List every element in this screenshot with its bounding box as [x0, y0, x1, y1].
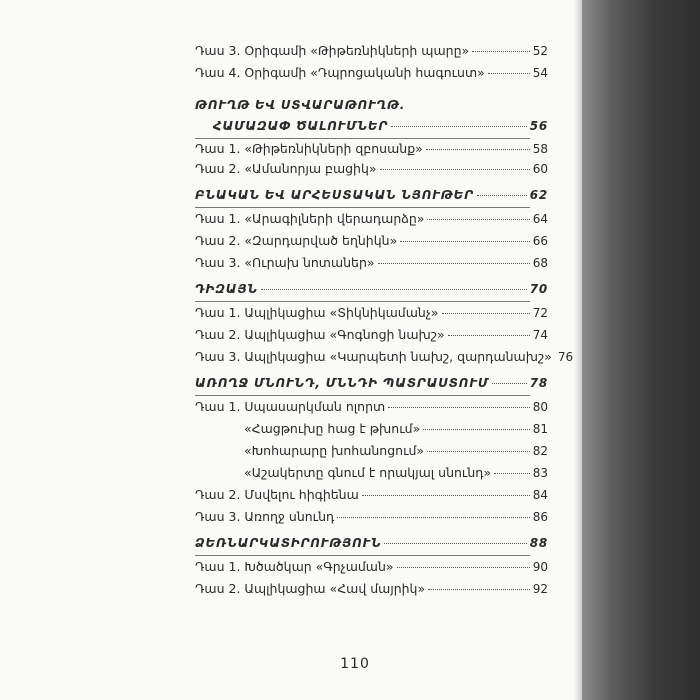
toc-entry-label: Դաս 3. Առողջ սնունդ [195, 509, 335, 524]
toc-entry [195, 232, 548, 250]
toc-entry [195, 304, 548, 322]
dot-leader [494, 473, 530, 474]
toc-section-label: ԱՌՈՂՋ ՄՆՈՒՆԴ, ՄՆՆԴԻ ՊԱՏՐԱՍՏՈՒՄ [195, 376, 490, 390]
toc-section-heading [195, 280, 548, 298]
dot-leader [384, 543, 526, 544]
dot-leader [378, 263, 530, 264]
toc-entry [195, 580, 548, 598]
dot-leader [337, 517, 529, 518]
toc-page-number: 86 [532, 510, 548, 524]
toc-entry-label: Դաս 2. «Զարդարված եղնիկն» [195, 233, 398, 248]
toc-section-heading [195, 534, 548, 552]
toc-entry [195, 508, 548, 526]
dot-leader [492, 383, 527, 384]
dot-leader [472, 51, 530, 52]
toc-page-number: 52 [532, 44, 548, 58]
toc-page-number: 62 [529, 188, 548, 202]
toc-section-label: ԴԻԶԱՅՆ [195, 282, 258, 296]
section-rule [195, 301, 530, 302]
dot-leader [362, 495, 530, 496]
dot-leader [397, 567, 530, 568]
toc-page-number: 70 [529, 282, 548, 296]
section-rule [195, 207, 530, 208]
toc-page-number: 72 [532, 306, 548, 320]
toc-entry-label: Դաս 1. Խծածկար «Գրչաման» [195, 559, 394, 574]
toc-page-number: 88 [529, 536, 548, 550]
book-spine-shadow [582, 0, 700, 700]
toc-page-number: 54 [532, 66, 548, 80]
toc-page-number: 78 [529, 376, 548, 390]
toc-section-heading [213, 117, 548, 135]
toc-entry [244, 420, 548, 438]
toc-entry-label: «Խոհարարը խոհանոցում» [244, 443, 425, 458]
toc-section-label: ԲՆԱԿԱՆ ԵՎ ԱՐՀԵՍՏԱԿԱՆ ՆՅՈՒԹԵՐ [195, 188, 474, 202]
toc-entry [195, 398, 548, 416]
toc-page-number: 84 [532, 488, 548, 502]
toc-page-number: 60 [532, 162, 548, 176]
toc-entry-label: Դաս 2. «Ամանորյա բացիկ» [195, 161, 377, 176]
toc-entry-label: Դաս 1. Սպասարկման ոլորտ [195, 399, 386, 414]
toc-section-heading [195, 96, 548, 114]
toc-entry-label: Դաս 1. «Արագիլների վերադարձը» [195, 211, 425, 226]
toc-entry-label: Դաս 3. Օրիգամի «Թիթեռնիկների պարը» [195, 43, 470, 58]
toc-entry [195, 254, 548, 272]
toc-entry [195, 160, 548, 178]
toc-entry-label: Դաս 1. Ապլիկացիա «Տիկնիկամանչ» [195, 305, 439, 320]
dot-leader [427, 451, 530, 452]
toc-page-number: 81 [532, 422, 548, 436]
page-number: 110 [340, 656, 370, 672]
toc-entry [195, 64, 548, 82]
toc-page-number: 83 [532, 466, 548, 480]
dot-leader [442, 313, 530, 314]
toc-entry [195, 140, 548, 158]
toc-entry [195, 486, 548, 504]
dot-leader [488, 73, 530, 74]
toc-page-number: 56 [529, 119, 548, 133]
toc-page-number: 74 [532, 328, 548, 342]
dot-leader [477, 195, 527, 196]
toc-page-number: 66 [532, 234, 548, 248]
toc-page-number: 58 [532, 142, 548, 156]
toc-entry [244, 464, 548, 482]
toc-entry [195, 210, 548, 228]
toc-page-number: 80 [532, 400, 548, 414]
dot-leader [388, 407, 530, 408]
dot-leader [380, 169, 530, 170]
section-rule [195, 555, 530, 556]
dot-leader [448, 335, 530, 336]
toc-page-number: 68 [532, 256, 548, 270]
toc-entry-label: «Աշակերտը գնում է որակյալ սնունդ» [244, 465, 492, 480]
dot-leader [427, 219, 529, 220]
toc-entry-label: «Հացթուխը հաց է թխում» [244, 421, 421, 436]
dot-leader [400, 241, 530, 242]
dot-leader [391, 126, 527, 127]
toc-section-label: ՁԵՌՆԱՐԿԱՏԻՐՈՒԹՅՈՒՆ [195, 536, 382, 550]
toc-entry-label: Դաս 3. Ապլիկացիա «Կարպետի նախշ, զարդանախշ» [195, 349, 552, 364]
toc-section-heading [195, 186, 548, 204]
toc-section-label: ՀԱՄԱԶԱՓ ԾԱԼՈՒՄՆԵՐ [213, 119, 389, 133]
toc-page-number: 92 [532, 582, 548, 596]
dot-leader [428, 589, 530, 590]
toc-entry-label: Դաս 2. Մսվելու hիգիենա [195, 487, 359, 502]
toc-page-number: 76 [557, 350, 574, 364]
toc-section-heading [195, 374, 548, 392]
toc-section-label: ԹՈՒՂԹ ԵՎ ՍՏՎԱՐԱԹՈՒՂԹ. [195, 98, 406, 112]
toc-entry-label: Դաս 2. Ապլիկացիա «Հավ մայրիկ» [195, 581, 426, 596]
toc-entry-label: Դաս 3. «Ուրախ նոտաներ» [195, 255, 375, 270]
toc-page-number: 90 [532, 560, 548, 574]
toc-entry [195, 326, 548, 344]
dot-leader [426, 149, 530, 150]
toc-entry-label: Դաս 2. Ապլիկացիա «Գոգնոցի նախշ» [195, 327, 445, 342]
toc-page-number: 64 [532, 212, 548, 226]
toc-entry-label: Դաս 4. Օրիգամի «Դպրոցականի հագուստ» [195, 65, 485, 80]
toc-entry [195, 558, 548, 576]
section-rule [195, 395, 530, 396]
toc-page-number: 82 [532, 444, 548, 458]
dot-leader [423, 429, 530, 430]
toc-entry [195, 42, 548, 60]
toc-entry [195, 348, 574, 366]
section-rule [195, 138, 530, 139]
dot-leader [261, 289, 527, 290]
toc-entry-label: Դաս 1. «Թիթեռնիկների զբոսանք» [195, 141, 423, 156]
toc-entry [244, 442, 548, 460]
